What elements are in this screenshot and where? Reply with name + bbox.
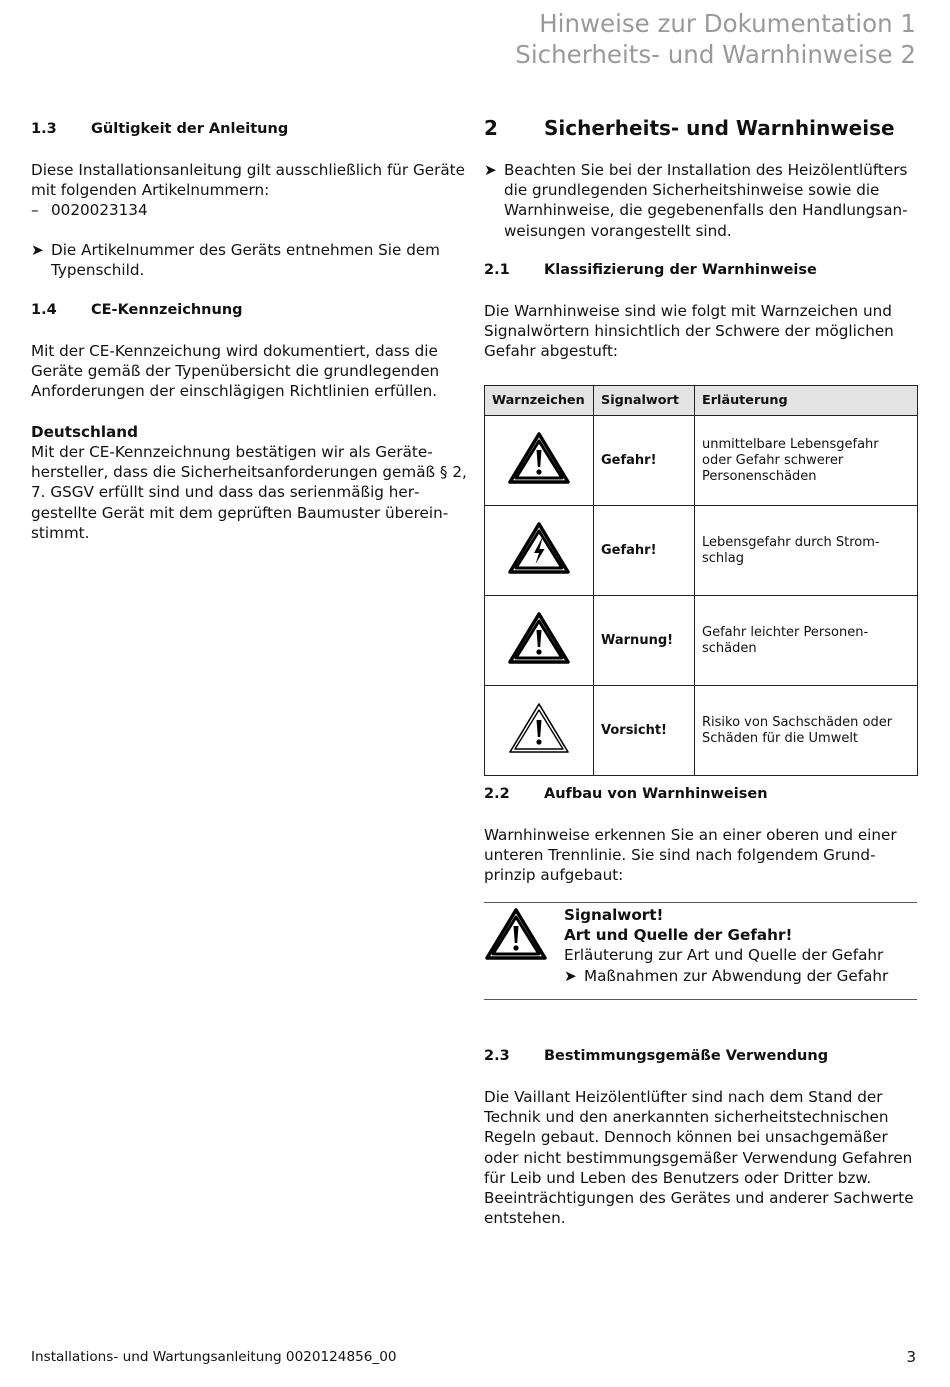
right-column — [484, 0, 917, 1228]
signalwort-cell: Warnung! — [594, 596, 695, 686]
erlaeuterung-cell: Risiko von Sachschäden oder Schäden für die Umwelt — [695, 686, 918, 776]
section-1-3-paragraph: Diese Installationsanleitung gilt ausschließlich für Geräte mit folgenden Artikelnummern: — [31, 161, 465, 200]
warning-box-explanation: Erläuterung zur Art und Quelle der Gefahr — [564, 946, 884, 965]
warning-box-top-rule — [484, 902, 917, 903]
section-number: 1.4 — [31, 302, 57, 318]
warning-exclamation-icon — [507, 610, 571, 666]
warnzeichen-cell — [485, 686, 594, 776]
running-head-line-2: Sicherheits- und Warnhinweise 2 — [515, 40, 916, 69]
section-number: 2.3 — [484, 1048, 510, 1064]
footer-document-title: Installations- und Wartungsanleitung 0020124856_00 — [31, 1349, 397, 1365]
section-title: Aufbau von Warnhinweisen — [544, 786, 768, 802]
section-2-3-paragraph: Die Vaillant Heizölentlüfter sind nach dem Stand der Technik und den anerkannten sicherheitstechnischen Regeln gebaut. Dennoch können bei unsachgemäßer oder nicht bestimmungsgemäßer Verwendung Gefahren für Leib und Leben des Benutzers oder Dritter bzw. Beeinträchtigungen des Gerätes und anderer Sachwerte entstehen. — [484, 1088, 914, 1228]
signalwort-cell: Vorsicht! — [594, 686, 695, 776]
section-2-2-heading — [484, 784, 768, 804]
table-row — [485, 596, 918, 686]
table-header-row — [485, 386, 918, 416]
warning-exclamation-icon — [484, 905, 548, 963]
section-1-4-paragraph-2: Mit der CE-Kennzeichnung bestätigen wir als Gerätehersteller, dass die Sicherheitsanforderungen gemäß § 2, 7. GSGV erfüllt sind und dass das serienmäßig hergestellte Gerät mit dem geprüften Baumuster übereinstimmt. — [31, 443, 467, 542]
section-2-2-paragraph: Warnhinweise erkennen Sie an einer oberen und einer unteren Trennlinie. Sie sind nach folgendem Grundprinzip aufgebaut: — [484, 826, 897, 885]
electric-hazard-icon — [507, 520, 571, 576]
section-1-3-heading — [31, 119, 288, 139]
warning-exclamation-icon — [507, 430, 571, 486]
left-column — [31, 0, 469, 542]
caution-outline-icon — [507, 700, 571, 756]
list-item-instruction — [31, 240, 469, 280]
erlaeuterung-cell: Lebensgefahr durch Stromschlag — [695, 506, 918, 596]
list-item-text: 0020023134 — [51, 201, 148, 219]
warning-box-signal: Signalwort! — [564, 906, 664, 924]
section-title: Gültigkeit der Anleitung — [91, 121, 289, 137]
section-title: CE-Kennzeichnung — [91, 302, 243, 318]
warning-box-measure — [564, 966, 917, 986]
chapter-2-heading — [484, 115, 895, 141]
warning-box-content — [564, 905, 917, 986]
warnzeichen-cell — [485, 506, 594, 596]
list-item-text: Die Artikelnummer des Geräts entnehmen Sie dem Typenschild. — [51, 241, 440, 280]
page-number: 3 — [906, 1348, 916, 1366]
table-row — [485, 416, 918, 506]
warnzeichen-cell — [485, 416, 594, 506]
table-row — [485, 686, 918, 776]
section-2-1-paragraph: Die Warnhinweise sind wie folgt mit Warnzeichen und Signalwörtern hinsichtlich der Schwere der möglichen Gefahr abgestuft: — [484, 302, 894, 361]
warning-classification-table — [484, 385, 918, 776]
section-number: 1.3 — [31, 121, 57, 137]
warning-box-kind: Art und Quelle der Gefahr! — [564, 926, 793, 945]
section-1-4-paragraph: Mit der CE-Kennzeichung wird dokumentiert, dass die Geräte gemäß der Typenübersicht die grundlegenden Anforderungen der einschlägigen Richtlinien erfüllen. — [31, 342, 440, 401]
warning-box-bottom-rule — [484, 999, 917, 1000]
warnzeichen-cell — [485, 596, 594, 686]
running-head-line-1: Hinweise zur Dokumentation 1 — [539, 9, 916, 38]
arrow-marker-icon: ➤ — [484, 161, 497, 179]
chapter-number: 2 — [484, 116, 498, 140]
column-header-signalwort: Signalwort — [594, 386, 695, 416]
list-item-text: Beachten Sie bei der Installation des Heizölentlüfters die grundlegenden Sicherheitshinweise sowie die Warnhinweise, die gegebenenfalls den Handlungsanweisungen vorangestellt sind. — [504, 161, 908, 240]
section-title: Klassifizierung der Warnhinweise — [544, 262, 817, 278]
signalwort-cell: Gefahr! — [594, 506, 695, 596]
list-item-article-number — [31, 200, 469, 220]
chapter-title: Sicherheits- und Warnhinweise — [544, 116, 895, 140]
chapter-2-instruction — [484, 160, 917, 241]
arrow-marker-icon: ➤ — [31, 241, 44, 260]
subheading-deutschland: Deutschland — [31, 423, 138, 441]
arrow-marker-icon: ➤ — [564, 966, 577, 985]
section-2-1-heading — [484, 260, 817, 280]
column-header-erlaeuterung: Erläuterung — [695, 386, 918, 416]
section-1-4-heading — [31, 300, 243, 320]
table-row — [485, 506, 918, 596]
section-number: 2.2 — [484, 786, 510, 802]
erlaeuterung-cell: Gefahr leichter Personenschäden — [695, 596, 918, 686]
section-number: 2.1 — [484, 262, 510, 278]
column-header-warnzeichen: Warnzeichen — [485, 386, 594, 416]
erlaeuterung-cell: unmittelbare Lebensgefahr oder Gefahr schwerer Personenschäden — [695, 416, 918, 506]
list-item-text: Maßnahmen zur Abwendung der Gefahr — [584, 966, 889, 985]
section-title: Bestimmungsgemäße Verwendung — [544, 1048, 829, 1064]
warning-box-icon — [484, 905, 548, 967]
dash-marker: – — [31, 201, 39, 219]
signalwort-cell: Gefahr! — [594, 416, 695, 506]
section-2-3-heading — [484, 1046, 828, 1066]
